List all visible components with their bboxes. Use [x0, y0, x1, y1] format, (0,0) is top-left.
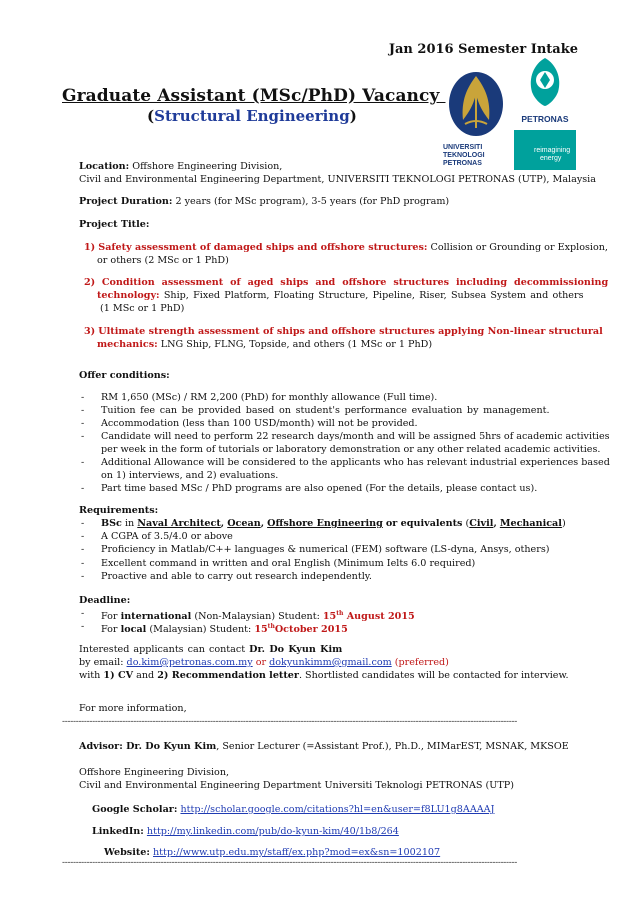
- petronas-tagline-1: reimagining: [534, 147, 571, 154]
- utp-logo-text: UNIVERSITI TEKNOLOGI PETRONAS: [443, 144, 485, 167]
- utp-emblem-icon: [443, 66, 509, 138]
- project-2-line-1: 2) Condition assessment of aged ships and offshore structures including decommissioning: [84, 277, 609, 288]
- website-row: Website: http://www.utp.edu.my/staff/ex.php?mod=ex&sn=1002107: [104, 847, 441, 858]
- location-line-1: Location: Offshore Engineering Division,: [79, 161, 283, 172]
- project-1-line-1: 1) Safety assessment of damaged ships and offshore structures: Collision or Grounding or Explosion,: [84, 242, 608, 253]
- project-2-line-3: (1 MSc or 1 PhD): [100, 303, 185, 314]
- intake-heading: Jan 2016 Semester Intake: [388, 42, 578, 57]
- petronas-logo: [514, 54, 576, 170]
- divider-top: ----------------------------------------------------------------------------------------------------------------------------------------------------------------------: [62, 717, 518, 727]
- google-scholar-row: Google Scholar: http://scholar.google.com/citations?hl=en&user=f8LU1g8AAAAJ: [92, 804, 495, 815]
- linkedin-row: LinkedIn: http://my.linkedin.com/pub/do-kyun-kim/40/1b8/264: [92, 826, 399, 837]
- project-2-line-2: technology: Ship, Fixed Platform, Floating Structure, Pipeline, Riser, Subsea System and others: [97, 290, 584, 301]
- offer-label: Offer conditions:: [79, 370, 170, 381]
- advisor-line: Advisor: Dr. Do Kyun Kim, Senior Lecturer (=Assistant Prof.), Ph.D., MIMarEST, MSNAK, MKSOE: [79, 741, 569, 752]
- contact-line-1: Interested applicants can contact Dr. Do Kyun Kim: [79, 644, 343, 655]
- division-line-1: Offshore Engineering Division,: [79, 767, 230, 778]
- petronas-wordmark: PETRONAS: [521, 114, 569, 124]
- petronas-tagline-box: [514, 130, 576, 170]
- email-link-1[interactable]: do.kim@petronas.com.my: [126, 657, 253, 668]
- requirements-label: Requirements:: [79, 505, 159, 516]
- deadline-label: Deadline:: [79, 595, 131, 606]
- more-info: For more information,: [79, 703, 187, 714]
- contact-line-2: by email: do.kim@petronas.com.my or dokyunkimm@gmail.com (preferred): [79, 657, 449, 668]
- page-subtitle: (Structural Engineering): [147, 107, 357, 125]
- petronas-tagline-2: energy: [540, 155, 562, 162]
- contact-line-3: with 1) CV and 2) Recommendation letter. Shortlisted candidates will be contacted for interview.: [79, 670, 569, 681]
- email-link-2[interactable]: dokyunkimm@gmail.com: [269, 657, 392, 668]
- division-line-2: Civil and Environmental Engineering Department Universiti Teknologi PETRONAS (UTP): [79, 780, 514, 791]
- linkedin-link[interactable]: http://my.linkedin.com/pub/do-kyun-kim/40/1b8/264: [146, 826, 399, 837]
- website-link[interactable]: http://www.utp.edu.my/staff/ex.php?mod=ex&sn=1002107: [153, 847, 441, 858]
- document-page: Jan 2016 Semester Intake Graduate Assistant (MSc/PhD) Vacancy (Structural Engineering) UNIVERSITI TEKNOLOGI PETRONAS PETRONAS reimagining energy Location: Offshore Engineering Division, Civil and Environmental Engineering Department, UNIVERSITI TEKNOLOGI PETRONAS (UTP), Malaysia Project Duration: 2 years (for MSc program), 3-5 years (for PhD program) Project Title: 1) Safety assessment of damaged ships and offshore structures: Collision or Grounding or Explosion, or others (2 MSc or 1 PhD) 2) Condition assessment of aged ships and offshore structures including decommissioning technology: Ship, Fixed Platform, Floating Structure, Pipeline, Riser, Subsea System and others (1 MSc or 1 PhD) 3) Ultimate strength assessment of ships and offshore structures applying Non-linear structural mechanics: LNG Ship, FLNG, Topside, and others (1 MSc or 1 PhD) Offer conditions: - RM 1,650 (MSc) / RM 2,200 (PhD) for monthly allowance (Full time). - Tuition fee can be provided based on student's performance evaluation by management. - Accommodation (less than 100 USD/month) will not be provided. - Candidate will need to perform 22 research days/month and will be assigned 5hrs of academic activities per week in the form of tutorials or laboratory demonstration or any other related academic activities. - Additional Allowance will be considered to the applicants who has relevant industrial experiences based on 1) interviews, and 2) evaluations. - Part time based MSc / PhD programs are also opened (For the details, please contact us). Requirements: - BSc in Naval Architect, Ocean, Offshore Engineering or equivalents (Civil, Mechanical) - A CGPA of 3.5/4.0 or above - Proficiency in Matlab/C++ languages & numerical (FEM) software (LS-dyna, Ansys, others) - Excellent command in written and oral English (Minimum Ielts 6.0 required) - Proactive and able to carry out research independently. Deadline: - For international (Non-Malaysian) Student: 15th August 2015 - For local (Malaysian) Student: 15thOctober 2015 Interested applicants can contact Dr. Do Kyun Kim by email: do.kim@petronas.com.my or dokyunkimm@gmail.com (preferred) with 1) CV and 2) Recommendation letter. Shortlisted candidates will be contacted for interview. For more information, ---------------------------------------------------------------------------------------------------------------------------------------------------------------------- Advisor: Dr. Do Kyun Kim, Senior Lecturer (=Assistant Prof.), Ph.D., MIMarEST, MSNAK, MKSOE Offshore Engineering Division, Civil and Environmental Engineering Department Universiti Teknologi PETRONAS (UTP) Google Scholar: http://scholar.google.com/citations?hl=en&user=f8LU1g8AAAAJ LinkedIn: http://my.linkedin.com/pub/do-kyun-kim/40/1b8/264 Website: http://www.utp.edu.my/staff/ex.php?mod=ex&sn=1002107 ----------------------------------------------------------------------------------------------------------------------------------------------------------------------: [62, 42, 610, 868]
- google-scholar-link[interactable]: http://scholar.google.com/citations?hl=en&user=f8LU1g8AAAAJ: [180, 804, 495, 815]
- utp-logo: [443, 66, 509, 166]
- project-title-label: Project Title:: [79, 219, 150, 230]
- project-3-line-1: 3) Ultimate strength assessment of ships and offshore structures applying Non-linear structural: [84, 326, 603, 337]
- project-3-line-2: mechanics: LNG Ship, FLNG, Topside, and others (1 MSc or 1 PhD): [97, 339, 433, 350]
- project-1-line-2: or others (2 MSc or 1 PhD): [97, 255, 229, 266]
- location-line-2: Civil and Environmental Engineering Department, UNIVERSITI TEKNOLOGI PETRONAS (UTP), Malaysia: [79, 174, 596, 185]
- petronas-emblem-icon: [514, 54, 576, 112]
- page-title: Graduate Assistant (MSc/PhD) Vacancy: [62, 86, 440, 106]
- project-duration: Project Duration: 2 years (for MSc program), 3-5 years (for PhD program): [79, 196, 450, 207]
- divider-bottom: ----------------------------------------------------------------------------------------------------------------------------------------------------------------------: [62, 858, 518, 868]
